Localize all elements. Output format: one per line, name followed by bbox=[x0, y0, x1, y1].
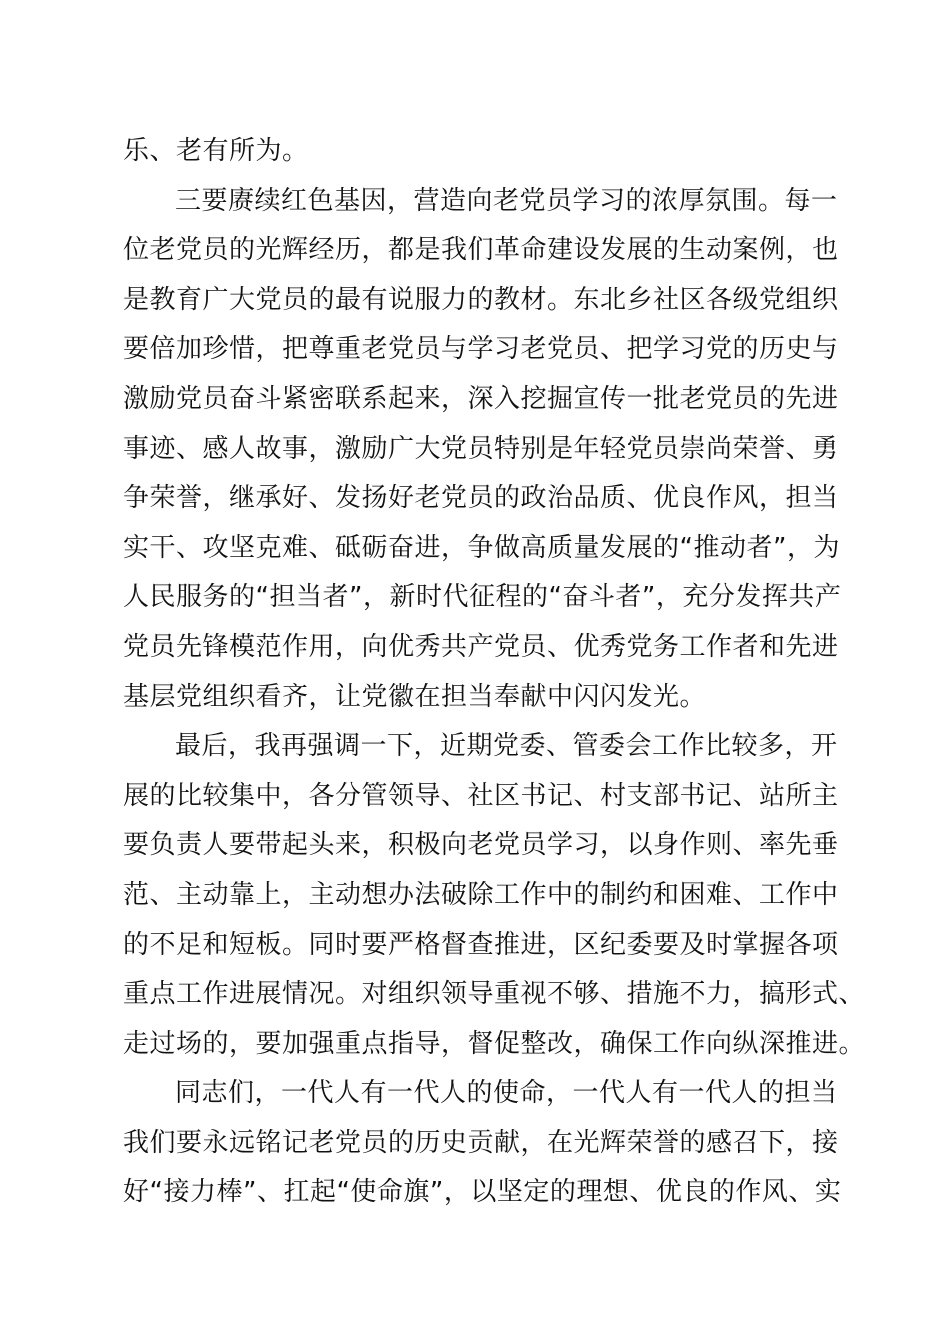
body-text bbox=[123, 127, 866, 1218]
text-line: 我们要永远铭记老党员的历史贡献，在光辉荣誉的感召下，接 bbox=[123, 1127, 839, 1158]
text-line: 的不足和短板。同时要严格督查推进，区纪委要及时掌握各项 bbox=[123, 929, 839, 960]
text-line: 走过场的，要加强重点指导，督促整改，确保工作向纵深推进。 bbox=[123, 1028, 866, 1059]
text-line: 争荣誉，继承好、发扬好老党员的政治品质、优良作风，担当 bbox=[123, 483, 839, 514]
text-line: 要倍加珍惜，把尊重老党员与学习老党员、把学习党的历史与 bbox=[123, 334, 839, 365]
text-line: 乐、老有所为。 bbox=[123, 136, 309, 166]
paragraph-first-line: 最后，我再强调一下，近期党委、管委会工作比较多，开 bbox=[175, 731, 838, 762]
paragraph-first-line: 三要赓续红色基因，营造向老党员学习的浓厚氛围。每一 bbox=[175, 185, 838, 216]
paragraph-first-line: 同志们，一代人有一代人的使命，一代人有一代人的担当 bbox=[175, 1078, 838, 1109]
text-line: 党员先锋模范作用，向优秀共产党员、优秀党务工作者和先进 bbox=[123, 631, 839, 662]
text-line: 位老党员的光辉经历，都是我们革命建设发展的生动案例，也 bbox=[123, 235, 839, 266]
text-line: 范、主动靠上，主动想办法破除工作中的制约和困难、工作中 bbox=[123, 879, 839, 910]
text-line: 要负责人要带起头来，积极向老党员学习，以身作则、率先垂 bbox=[123, 830, 839, 861]
text-line: 人民服务的“担当者”，新时代征程的“奋斗者”，充分发挥共产 bbox=[123, 582, 842, 613]
text-line: 实干、攻坚克难、砥砺奋进，争做高质量发展的“推动者”，为 bbox=[123, 532, 840, 563]
text-line: 事迹、感人故事，激励广大党员特别是年轻党员崇尚荣誉、勇 bbox=[123, 433, 839, 464]
text-line: 重点工作进展情况。对组织领导重视不够、措施不力，搞形式、 bbox=[123, 979, 866, 1010]
text-line: 展的比较集中，各分管领导、社区书记、村支部书记、站所主 bbox=[123, 780, 839, 811]
text-line: 基层党组织看齐，让党徽在担当奉献中闪闪发光。 bbox=[123, 681, 707, 712]
text-line: 好“接力棒”、扛起“使命旗”，以坚定的理想、优良的作风、实 bbox=[123, 1177, 842, 1208]
text-line: 是教育广大党员的最有说服力的教材。东北乡社区各级党组织 bbox=[123, 284, 839, 315]
text-line: 激励党员奋斗紧密联系起来，深入挖掘宣传一批老党员的先进 bbox=[123, 383, 839, 414]
